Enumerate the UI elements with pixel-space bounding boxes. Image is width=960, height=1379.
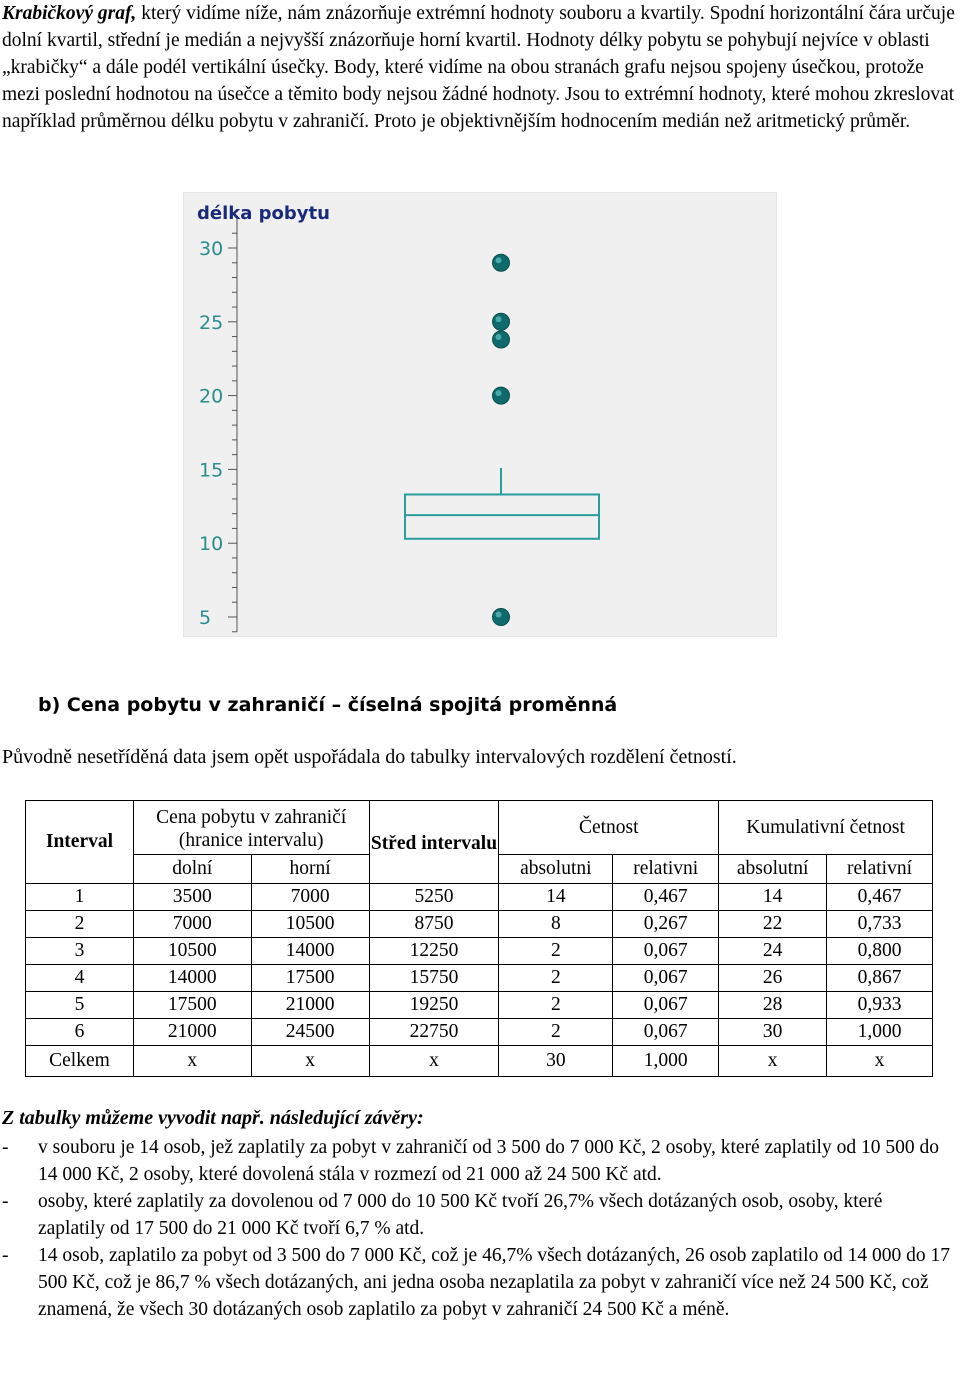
cell: 0,067: [613, 965, 719, 992]
section-b-sentence: Původně nesetříděná data jsem opět uspořádala do tabulky intervalových rozdělení četností.: [2, 746, 737, 768]
outlier-point: [493, 609, 510, 626]
frequency-table: [25, 800, 933, 1077]
cell: 1,000: [613, 1046, 719, 1077]
list-item: - 14 osob, zaplatilo za pobyt od 3 500 do 7 000 Kč, což je 46,7% všech dotázaných, 26 osob zaplatilo od 14 000 do 17 500 Kč, což je 86,7 % všech dotázaných, ani jedna osoba nezaplatila za pobyt v zahraničí více než 24 500 Kč, což znamená, že všech 30 dotázaných osob zaplatilo za pobyt v zahraničí 24 500 Kč a méně.: [2, 1245, 950, 1320]
table-row: [26, 992, 933, 1019]
cell: 8: [499, 911, 613, 938]
outlier-highlight: [496, 390, 502, 396]
cell: 7000: [251, 884, 369, 911]
cell: 0,067: [613, 1019, 719, 1046]
outlier-point: [493, 331, 510, 348]
cell: 4: [26, 965, 134, 992]
cell: 0,867: [827, 965, 933, 992]
table-row: [26, 911, 933, 938]
cell: 14: [719, 884, 827, 911]
cell: 21000: [133, 1019, 251, 1046]
cell: 12250: [369, 938, 499, 965]
list-item-text: v souboru je 14 osob, jež zaplatily za pobyt v zahraničí od 3 500 do 7 000 Kč, 2 osoby, které zaplatily od 10 500 do 14 000 Kč, 2 osoby, které dovolená stála v rozmezí od 21 000 až 24 500 Kč atd.: [38, 1137, 939, 1185]
cell: 5250: [369, 884, 499, 911]
header-price: Cena pobytu v zahraničí (hranice intervalu): [133, 801, 369, 855]
cell: 5: [26, 992, 134, 1019]
header-mid: Střed intervalu: [369, 801, 499, 884]
cell: 2: [26, 911, 134, 938]
cell: 2: [499, 938, 613, 965]
conclusions-list: [2, 1134, 952, 1323]
cell: 1: [26, 884, 134, 911]
cell: 17500: [251, 965, 369, 992]
table-total-row: [26, 1046, 933, 1077]
cell: 0,733: [827, 911, 933, 938]
cell: Celkem: [26, 1046, 134, 1077]
list-item: - v souboru je 14 osob, jež zaplatily za pobyt v zahraničí od 3 500 do 7 000 Kč, 2 osoby, které zaplatily od 10 500 do 14 000 Kč, 2 osoby, které dovolená stála v rozmezí od 21 000 až 24 500 Kč atd.: [2, 1137, 939, 1185]
header-interval: Interval: [26, 801, 134, 884]
cell: 17500: [133, 992, 251, 1019]
header-rel: relativni: [613, 855, 719, 884]
cell: 19250: [369, 992, 499, 1019]
cell: 1,000: [827, 1019, 933, 1046]
table-row: [26, 938, 933, 965]
outlier-highlight: [496, 316, 502, 322]
table-row: [26, 965, 933, 992]
intro-paragraph: [2, 0, 956, 135]
list-item-text: osoby, které zaplatily za dovolenou od 7 000 do 10 500 Kč tvoří 26,7% všech dotázaných osob, osoby, které zaplatily od 17 500 do 21 000 Kč tvoří 6,7 % atd.: [38, 1191, 883, 1239]
cell: 6: [26, 1019, 134, 1046]
cell: 30: [499, 1046, 613, 1077]
y-tick-label: 20: [199, 385, 224, 408]
y-tick-label: 5: [199, 607, 212, 629]
cell: 2: [499, 992, 613, 1019]
cell: 0,267: [613, 911, 719, 938]
cell: 2: [499, 1019, 613, 1046]
cell: 24: [719, 938, 827, 965]
cell: x: [369, 1046, 499, 1077]
cell: 15750: [369, 965, 499, 992]
outlier-highlight: [496, 612, 502, 618]
header-cum-abs: absolutní: [719, 855, 827, 884]
cell: 14000: [251, 938, 369, 965]
cell: 2: [499, 965, 613, 992]
header-lower: dolní: [133, 855, 251, 884]
cell: 24500: [251, 1019, 369, 1046]
cell: 0,067: [613, 992, 719, 1019]
cell: x: [133, 1046, 251, 1077]
header-freq: Četnost: [499, 801, 719, 855]
cell: 0,467: [827, 884, 933, 911]
y-tick-label: 15: [199, 459, 224, 482]
conclusions-heading: Z tabulky můžeme vyvodit např. následující závěry:: [2, 1107, 424, 1129]
cell: 10500: [251, 911, 369, 938]
cell: 3500: [133, 884, 251, 911]
cell: 3: [26, 938, 134, 965]
header-abs: absolutni: [499, 855, 613, 884]
header-cumulative: Kumulativní četnost: [719, 801, 933, 855]
cell: 22750: [369, 1019, 499, 1046]
y-tick-label: 30: [199, 238, 224, 260]
cell: 26: [719, 965, 827, 992]
y-tick-label: 25: [199, 311, 224, 334]
cell: 30: [719, 1019, 827, 1046]
cell: 0,800: [827, 938, 933, 965]
list-item-text: 14 osob, zaplatilo za pobyt od 3 500 do 7 000 Kč, což je 46,7% všech dotázaných, 26 osob zaplatilo od 14 000 do 17 500 Kč, což je 86,7 % všech dotázaných, ani jedna osoba nezaplatila za pobyt v zahraničí více než 24 500 Kč, což znamená, že všech 30 dotázaných osob zaplatilo za pobyt v zahraničí 24 500 Kč a méně.: [38, 1245, 950, 1320]
y-tick-label: 10: [199, 533, 224, 556]
header-upper: horní: [251, 855, 369, 884]
box-plot-chart: [183, 192, 777, 637]
chart-title: délka pobytu: [197, 203, 330, 224]
cell: 0,467: [613, 884, 719, 911]
cell: x: [827, 1046, 933, 1077]
intro-text: který vidíme níže, nám znázorňuje extrémní hodnoty souboru a kvartily. Spodní horizontální čára určuje dolní kvartil, střední je medián a nejvyšší znázorňuje horní kvartil. Hodnoty délky pobytu se pohybují nejvíce v oblasti „krabičky“ a dále podél vertikální úsečky. Body, které vidíme na obou stranách grafu nejsou spojeny úsečkou, protože mezi poslední hodnotou na úsečce a těmito body nejsou žádné hodnoty. Jsou to extrémní hodnoty, které mohou zkreslovat například průměrnou délku pobytu v zahraničí. Proto je objektivnějším hodnocením medián než aritmetický průměr.: [2, 3, 955, 132]
cell: 0,933: [827, 992, 933, 1019]
cell: 14000: [133, 965, 251, 992]
section-b-heading: b) Cena pobytu v zahraničí – číselná spojitá proměnná: [38, 694, 618, 716]
cell: 8750: [369, 911, 499, 938]
table-body: [26, 884, 933, 1077]
cell: 10500: [133, 938, 251, 965]
cell: 21000: [251, 992, 369, 1019]
header-cum-rel: relativní: [827, 855, 933, 884]
chart-background: [183, 192, 777, 637]
intro-term: Krabičkový graf,: [2, 3, 137, 24]
cell: 28: [719, 992, 827, 1019]
table-row: [26, 1019, 933, 1046]
outlier-point: [493, 313, 510, 330]
cell: 7000: [133, 911, 251, 938]
outlier-highlight: [496, 334, 502, 340]
cell: 22: [719, 911, 827, 938]
cell: x: [251, 1046, 369, 1077]
outlier-point: [493, 387, 510, 404]
cell: 14: [499, 884, 613, 911]
outlier-highlight: [496, 257, 502, 263]
outlier-point: [493, 254, 510, 271]
cell: x: [719, 1046, 827, 1077]
table-row: [26, 884, 933, 911]
cell: 0,067: [613, 938, 719, 965]
list-item: - osoby, které zaplatily za dovolenou od 7 000 do 10 500 Kč tvoří 26,7% všech dotázaných osob, osoby, které zaplatily od 17 500 do 21 000 Kč tvoří 6,7 % atd.: [2, 1191, 883, 1239]
